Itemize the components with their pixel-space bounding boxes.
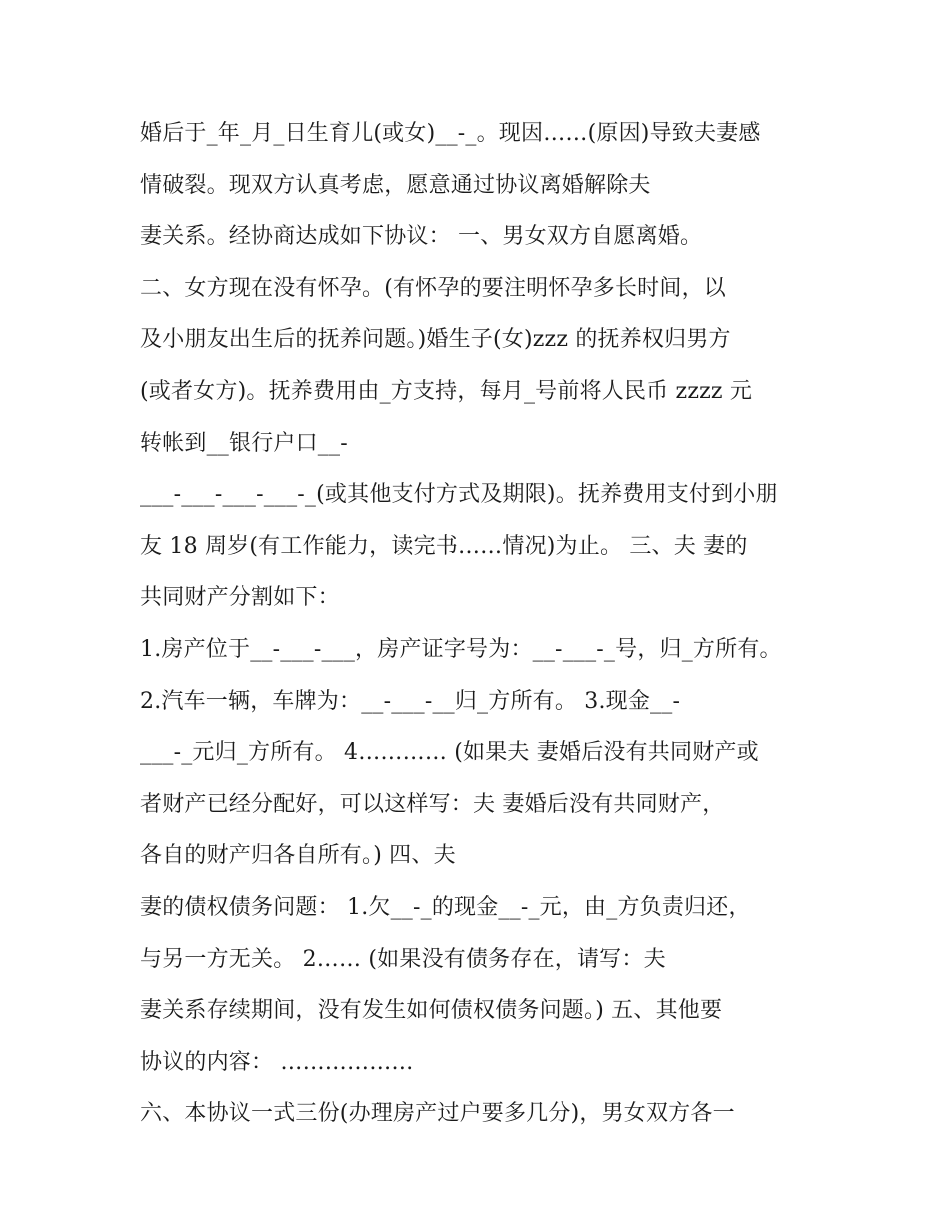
- text-line: 情破裂。现双方认真考虑，愿意通过协议离婚解除夫: [140, 172, 651, 198]
- text-line: ___-___-___-___-_(或其他支付方式及期限)。抚养费用支付到小朋: [140, 482, 778, 508]
- text-line: 及小朋友出生后的抚养问题。)婚生子(女)zzz 的抚养权归男方: [140, 327, 731, 353]
- text-line: ___-_元归_方所有。 4………… (如果夫 妻婚后没有共同财产或: [140, 740, 759, 766]
- text-line: 妻关系存续期间，没有发生如何债权债务问题。) 五、其他要: [140, 998, 723, 1024]
- text-line: 者财产已经分配好，可以这样写：夫 妻婚后没有共同财产，: [140, 791, 725, 817]
- text-line: 妻的债权债务问题： 1.欠__-_的现金__-_元，由_方负责归还，: [140, 894, 751, 920]
- text-line: 婚后于_年_月_日生育儿(或女)__-_。现因……(原因)导致夫妻感: [140, 121, 761, 146]
- text-line: 友 18 周岁(有工作能力，读完书……情况)为止。 三、夫 妻的: [140, 533, 748, 559]
- text-line: 妻关系。经协商达成如下协议： 一、男女双方自愿离婚。: [140, 224, 703, 250]
- text-line: 与另一方无关。 2…… (如果没有债务存在，请写：夫: [140, 946, 666, 972]
- text-line: 六、本协议一式三份(办理房产过户要多几分)，男女双方各一: [140, 1101, 735, 1127]
- text-line: 共同财产分割如下：: [140, 585, 340, 611]
- text-line: (或者女方)。抚养费用由_方支持，每月_号前将人民币 zzzz 元: [140, 378, 753, 404]
- text-line: 各自的财产归各自所有。) 四、夫: [140, 843, 456, 869]
- text-line: 转帐到__银行户口__-: [140, 430, 348, 456]
- text-line: 1.房产位于__-___-___，房产证字号为：__-___-_号，归_方所有。: [140, 636, 782, 662]
- text-line: 二、女方现在没有怀孕。(有怀孕的要注明怀孕多长时间，以: [140, 275, 726, 301]
- agreement-text: [140, 108, 820, 1140]
- text-line: 协议的内容： ………………: [140, 1049, 414, 1075]
- text-line: 2.汽车一辆，车牌为：__-___-__归_方所有。 3.现金__-: [140, 688, 681, 714]
